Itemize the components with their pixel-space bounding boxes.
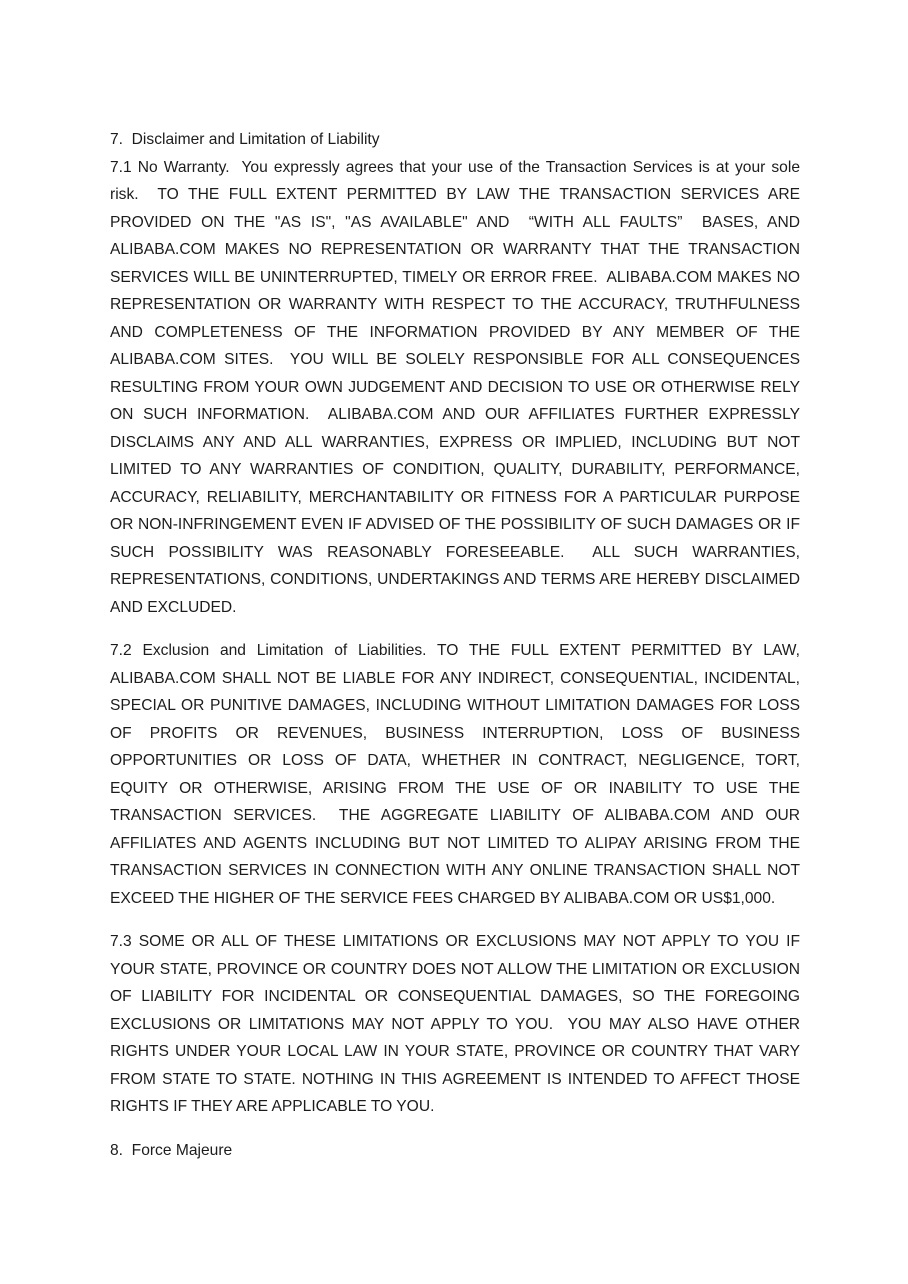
paragraph-7-3-jurisdiction-limits: 7.3 SOME OR ALL OF THESE LIMITATIONS OR EXCLUSIONS MAY NOT APPLY TO YOU IF YOUR STATE, PROVINCE OR COUNTRY DOES NOT ALLOW THE LIMITATION OR EXCLUSION OF LIABILITY FOR INCIDENTAL OR CONSEQUENTIAL DAMAGES, SO THE FOREGOING EXCLUSIONS OR LIMITATIONS MAY NOT APPLY TO YOU. YOU MAY ALSO HAVE OTHER RIGHTS UNDER YOUR LOCAL LAW IN YOUR STATE, PROVINCE OR COUNTRY THAT VARY FROM STATE TO STATE. NOTHING IN THIS AGREEMENT IS INTENDED TO AFFECT THOSE RIGHTS IF THEY ARE APPLICABLE TO YOU. <box>110 933 805 1115</box>
section-8-heading: 8. Force Majeure <box>110 1141 233 1159</box>
section-7-heading: 7. Disclaimer and Limitation of Liability <box>110 131 380 148</box>
paragraph-7-2-exclusion-limitation: 7.2 Exclusion and Limitation of Liabilities. TO THE FULL EXTENT PERMITTED BY LAW, ALIBABA.COM SHALL NOT BE LIABLE FOR ANY INDIRECT, CONSEQUENTIAL, INCIDENTAL, SPECIAL OR PUNITIVE DAMAGES, INCLUDING WITHOUT LIMITATION DAMAGES FOR LOSS OF PROFITS OR REVENUES, BUSINESS INTERRUPTION, LOSS OF BUSINESS OPPORTUNITIES OR LOSS OF DATA, WHETHER IN CONTRACT, NEGLIGENCE, TORT, EQUITY OR OTHERWISE, ARISING FROM THE USE OF OR INABILITY TO USE THE TRANSACTION SERVICES. THE AGGREGATE LIABILITY OF ALIBABA.COM AND OUR AFFILIATES AND AGENTS INCLUDING BUT NOT LIMITED TO ALIPAY ARISING FROM THE TRANSACTION SERVICES IN CONNECTION WITH ANY ONLINE TRANSACTION SHALL NOT EXCEED THE HIGHER OF THE SERVICE FEES CHARGED BY ALIBABA.COM OR US$1,000. <box>110 642 805 907</box>
document-page <box>110 126 805 1164</box>
paragraph-7-1-no-warranty: 7.1 No Warranty. You expressly agrees that your use of the Transaction Services is at your sole risk. TO THE FULL EXTENT PERMITTED BY LAW THE TRANSACTION SERVICES ARE PROVIDED ON THE "AS IS", "AS AVAILABLE" AND “WITH ALL FAULTS” BASES, AND ALIBABA.COM MAKES NO REPRESENTATION OR WARRANTY THAT THE TRANSACTION SERVICES WILL BE UNINTERRUPTED, TIMELY OR ERROR FREE. ALIBABA.COM MAKES NO REPRESENTATION OR WARRANTY WITH RESPECT TO THE ACCURACY, TRUTHFULNESS AND COMPLETENESS OF THE INFORMATION PROVIDED BY ANY MEMBER OF THE ALIBABA.COM SITES. YOU WILL BE SOLELY RESPONSIBLE FOR ALL CONSEQUENCES RESULTING FROM YOUR OWN JUDGEMENT AND DECISION TO USE OR OTHERWISE RELY ON SUCH INFORMATION. ALIBABA.COM AND OUR AFFILIATES FURTHER EXPRESSLY DISCLAIMS ANY AND ALL WARRANTIES, EXPRESS OR IMPLIED, INCLUDING BUT NOT LIMITED TO ANY WARRANTIES OF CONDITION, QUALITY, DURABILITY, PERFORMANCE, ACCURACY, RELIABILITY, MERCHANTABILITY OR FITNESS FOR A PARTICULAR PURPOSE OR NON-INFRINGEMENT EVEN IF ADVISED OF THE POSSIBILITY OF SUCH DAMAGES OR IF SUCH POSSIBILITY WAS REASONABLY FORESEEABLE. ALL SUCH WARRANTIES, REPRESENTATIONS, CONDITIONS, UNDERTAKINGS AND TERMS ARE HEREBY DISCLAIMED AND EXCLUDED. <box>110 158 805 616</box>
